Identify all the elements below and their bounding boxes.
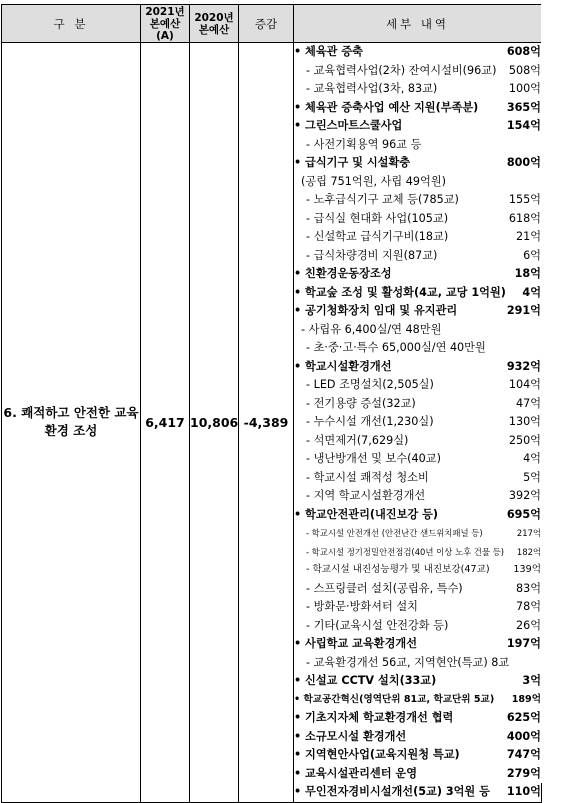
detail-item bbox=[294, 450, 541, 469]
detail-item-text: • 그린스마트스쿨사업 bbox=[294, 119, 403, 132]
detail-item-amount: 189억 bbox=[510, 691, 541, 710]
detail-item-text: - 석면제거(7,629실) bbox=[306, 433, 409, 447]
detail-item-amount: 3억 bbox=[520, 672, 541, 691]
detail-item-amount: 400억 bbox=[505, 728, 541, 747]
detail-item bbox=[294, 395, 541, 414]
detail-item-amount: 154억 bbox=[505, 117, 541, 136]
detail-item-text: - 교육협력사업(3차, 83교) bbox=[306, 82, 438, 95]
detail-item-amount: 4억 bbox=[520, 284, 541, 303]
detail-item bbox=[294, 413, 541, 432]
detail-item-amount: 217억 bbox=[515, 524, 541, 543]
detail-item bbox=[294, 376, 541, 395]
detail-item bbox=[294, 506, 541, 525]
detail-item-amount: 182억 bbox=[515, 543, 541, 562]
detail-item bbox=[294, 524, 541, 543]
detail-item-amount: 47억 bbox=[514, 395, 541, 414]
detail-item bbox=[294, 321, 541, 340]
detail-item-amount: 800억 bbox=[505, 154, 541, 173]
detail-item-amount: 279억 bbox=[505, 765, 541, 784]
detail-item-text: - 누수시설 개선(1,230실) bbox=[306, 415, 434, 428]
detail-item-text: • 신설교 CCTV 설치(33교) bbox=[294, 674, 437, 687]
detail-item-amount: 197억 bbox=[505, 635, 541, 654]
detail-item-amount: 100억 bbox=[507, 80, 541, 99]
budget-2021-value: 6,417 bbox=[141, 43, 190, 803]
detail-item-text: - 스프링클러 설치(공립유, 특수) bbox=[306, 581, 463, 595]
detail-item-text: - 신설학교 급식기구비(18교) bbox=[306, 230, 449, 243]
detail-item-amount: 110억 bbox=[505, 783, 541, 802]
detail-item-amount: 618억 bbox=[507, 210, 541, 229]
change-value: -4,389 bbox=[239, 43, 294, 803]
detail-item bbox=[294, 598, 541, 617]
detail-item-text: - 전기용량 증설(32교) bbox=[306, 396, 416, 410]
detail-item-amount: 608억 bbox=[505, 43, 541, 62]
detail-item-amount: 4억 bbox=[521, 450, 541, 469]
detail-item-text: • 지역현안사업(교육지원청 특교) bbox=[294, 748, 460, 761]
detail-item-text: • 학교숲 조성 및 활성화(4교, 교당 1억원) bbox=[294, 285, 506, 299]
header-budget-2021: 2021년 본예산(A) bbox=[141, 5, 190, 43]
detail-item-amount: 932억 bbox=[505, 358, 541, 377]
detail-item bbox=[294, 43, 541, 62]
detail-item bbox=[294, 302, 541, 321]
detail-item bbox=[294, 154, 541, 173]
detail-item-amount: 26억 bbox=[514, 617, 541, 636]
detail-item-text: • 기초지자체 학교환경개선 협력 bbox=[294, 711, 454, 724]
detail-item-text: - 급식실 현대화 사업(105교) bbox=[306, 211, 449, 225]
detail-item-amount: 21억 bbox=[514, 228, 541, 247]
detail-item-text: • 무인전자경비시설개선(5교) 3억원 등 bbox=[294, 785, 490, 798]
detail-item bbox=[294, 469, 541, 488]
detail-item-text: - 급식차량경비 지원(87교) bbox=[306, 248, 438, 262]
detail-item-text: - 학교시설 내진성능평가 및 내진보강(47교) bbox=[306, 564, 490, 575]
detail-item-text: • 학교시설환경개선 bbox=[294, 359, 392, 373]
detail-item bbox=[294, 543, 541, 562]
detail-item bbox=[294, 746, 541, 765]
detail-item bbox=[294, 765, 541, 784]
detail-item-text: - LED 조명설치(2,505실) bbox=[306, 378, 434, 391]
detail-item-amount: 18억 bbox=[513, 265, 541, 284]
detail-item-amount: 365억 bbox=[505, 99, 541, 118]
page-margin bbox=[541, 4, 567, 783]
detail-item-text: • 학교안전관리(내진보강 등) bbox=[294, 507, 439, 521]
detail-item bbox=[294, 136, 541, 155]
detail-item-text: - 냉난방개선 및 보수(40교) bbox=[306, 452, 441, 465]
detail-item-amount: 83억 bbox=[514, 580, 541, 599]
detail-item-text: • 체육관 증축사업 예산 지원(부족분) bbox=[294, 100, 479, 114]
detail-item bbox=[294, 62, 541, 81]
category-cell bbox=[2, 43, 141, 803]
detail-item bbox=[294, 672, 541, 691]
detail-item-amount: 392억 bbox=[507, 487, 541, 506]
detail-item-amount: 6억 bbox=[521, 247, 541, 266]
detail-item-text: - 학교시설 안전개선 (안전난간 샌드위치패널 등) bbox=[306, 528, 483, 538]
detail-item bbox=[294, 432, 541, 451]
table-row bbox=[2, 43, 542, 803]
detail-item bbox=[294, 247, 541, 266]
detail-item-text: • 학교공간혁신(영역단위 81교, 학교단위 5교) bbox=[294, 693, 495, 705]
detail-item bbox=[294, 339, 541, 358]
detail-item-amount: 104억 bbox=[507, 376, 541, 395]
detail-item bbox=[294, 284, 541, 303]
detail-item-text: (공립 751억원, 사립 49억원) bbox=[301, 174, 447, 188]
detail-item bbox=[294, 210, 541, 229]
header-budget-2020: 2020년 본예산 bbox=[190, 5, 239, 43]
detail-item bbox=[294, 783, 541, 802]
detail-item-amount: 508억 bbox=[507, 62, 541, 81]
header-gubun: 구 분 bbox=[2, 5, 141, 43]
detail-item-text: - 학교시설 쾌적성 청소비 bbox=[306, 470, 429, 484]
detail-item bbox=[294, 728, 541, 747]
detail-item bbox=[294, 709, 541, 728]
detail-item-text: • 체육관 증축 bbox=[294, 45, 363, 58]
detail-item-text: - 초·중·고·특수 65,000실/연 40만원 bbox=[306, 341, 486, 354]
detail-item-text: - 학교시설 정기정밀안전점검(40년 이상 노후 건물 등) bbox=[306, 546, 504, 557]
detail-item bbox=[294, 191, 541, 210]
detail-item bbox=[294, 487, 541, 506]
detail-item-text: - 사립유 6,400실/연 48만원 bbox=[301, 322, 442, 336]
detail-item bbox=[294, 580, 541, 599]
detail-item bbox=[294, 635, 541, 654]
detail-item bbox=[294, 358, 541, 377]
detail-item-text: • 소규모시설 환경개선 bbox=[294, 729, 407, 743]
detail-item-amount: 139억 bbox=[511, 561, 541, 580]
detail-item bbox=[294, 617, 541, 636]
detail-item bbox=[294, 228, 541, 247]
detail-item bbox=[294, 691, 541, 710]
detail-item bbox=[294, 654, 541, 673]
detail-item-text: - 교육협력사업(2차) 잔여시설비(96교) bbox=[306, 63, 497, 77]
detail-item bbox=[294, 561, 541, 580]
detail-item-text: - 노후급식기구 교체 등(785교) bbox=[306, 193, 459, 206]
detail-item bbox=[294, 265, 541, 284]
detail-item-text: - 기타(교육시설 안전강화 등) bbox=[306, 618, 449, 632]
detail-item-text: • 교육시설관리센터 운영 bbox=[294, 766, 418, 780]
detail-item-amount: 747억 bbox=[505, 746, 541, 765]
detail-item-amount: 250억 bbox=[507, 432, 541, 451]
detail-list bbox=[294, 43, 541, 802]
detail-item-text: - 교육환경개선 56교, 지역현안(특교) 8교 bbox=[306, 655, 510, 669]
detail-item-amount: 625억 bbox=[505, 709, 541, 728]
budget-table bbox=[1, 4, 542, 803]
detail-item-text: • 친환경운동장조성 bbox=[294, 267, 392, 280]
detail-item-text: - 사전기획용역 96교 등 bbox=[306, 137, 422, 151]
header-detail: 세부 내역 bbox=[294, 5, 542, 43]
detail-item bbox=[294, 99, 541, 118]
detail-cell bbox=[294, 43, 542, 803]
detail-item-text: - 방화문·방화셔터 설치 bbox=[306, 600, 418, 613]
detail-item-amount: 5억 bbox=[521, 469, 541, 488]
detail-item-text: • 사립학교 교육환경개선 bbox=[294, 637, 418, 650]
detail-item-amount: 155억 bbox=[507, 191, 541, 210]
detail-item bbox=[294, 173, 541, 192]
header-row bbox=[2, 5, 542, 43]
header-change: 증감 bbox=[239, 5, 294, 43]
detail-item bbox=[294, 117, 541, 136]
detail-item-text: • 공기청화장치 임대 및 유지관리 bbox=[294, 304, 458, 317]
detail-item-text: - 지역 학교시설환경개선 bbox=[306, 489, 426, 502]
detail-item-amount: 130억 bbox=[507, 413, 541, 432]
detail-item-amount: 291억 bbox=[505, 302, 541, 321]
category-label: 6. 쾌적하고 안전한 교육환경 조성 bbox=[3, 405, 139, 439]
detail-item bbox=[294, 80, 541, 99]
detail-item-amount: 695억 bbox=[505, 506, 541, 525]
detail-item-amount: 78억 bbox=[514, 598, 541, 617]
budget-2020-value: 10,806 bbox=[190, 43, 239, 803]
detail-item-text: • 급식기구 및 시설확충 bbox=[294, 156, 411, 169]
